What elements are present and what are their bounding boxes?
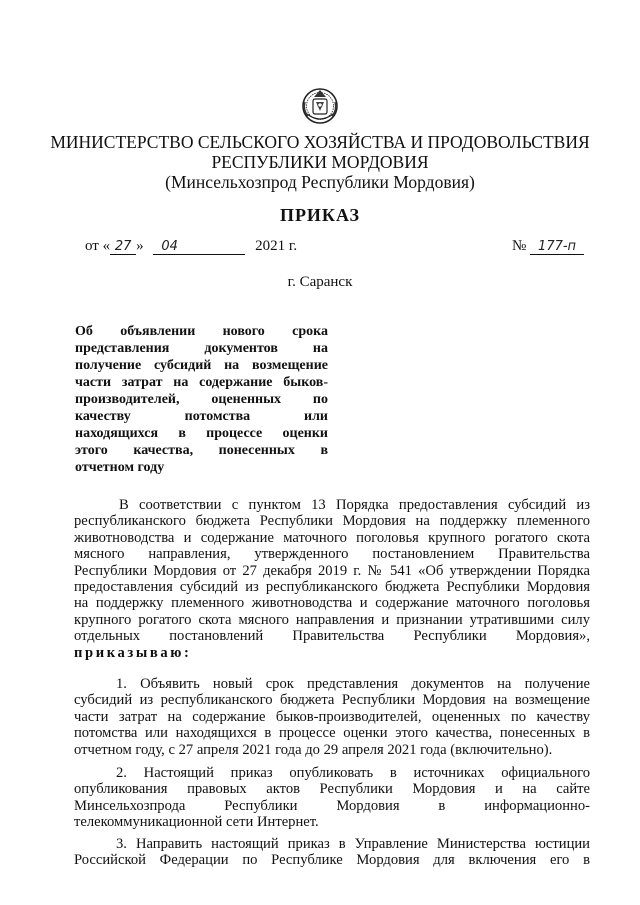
subject-line: находящихся в процессе оценки: [75, 426, 328, 441]
subject-line: части затрат на содержание быков-: [75, 375, 328, 390]
preamble-line: мясного направления, утвержденного постановлением Правительства: [74, 546, 590, 563]
coat-of-arms-emblem: [299, 84, 341, 126]
subject-line: Об объявлении нового срока: [75, 324, 328, 339]
date-mid: »: [136, 238, 144, 254]
preamble-line: предоставления субсидий из республиканского бюджета Республики Мордовия: [74, 579, 590, 596]
preamble-line: отдельных постановлений Правительства Республики Мордовия»,: [74, 628, 590, 645]
item-line: опубликования правовых актов Республики Мордовия и на сайте: [74, 781, 590, 798]
item-line: субсидий из республиканского бюджета Республики Мордовия на возмещение: [74, 692, 590, 709]
decree-word: приказываю:: [74, 644, 192, 661]
preamble-paragraph: [74, 497, 590, 661]
subject-line: получение субсидий на возмещение: [75, 358, 328, 373]
item-2-paragraph: [74, 765, 590, 831]
preamble-line: на поддержку племенного животноводства и содержание маточного поголовья: [74, 595, 590, 612]
date-day: 27: [110, 239, 136, 255]
item-line: телекоммуникационной сети Интернет.: [74, 814, 319, 831]
subject-line: отчетном году: [75, 460, 165, 475]
item-line: отчетном году, с 27 апреля 2021 года до 29 апреля 2021 года (включительно).: [74, 741, 553, 758]
subject-line: этого качества, понесенных в: [75, 443, 328, 458]
ministry-name-line2: РЕСПУБЛИКИ МОРДОВИЯ: [211, 152, 429, 172]
item-line: части затрат на содержание быков-производителей, оцененных по качеству: [74, 708, 590, 725]
item-line: потомства или находящихся в процессе оценки этого качества, понесенных в: [74, 725, 590, 742]
preamble-line: В соответствии с пунктом 13 Порядка предоставления субсидий из: [119, 497, 590, 513]
date-prefix: от «: [85, 238, 111, 254]
document-title: ПРИКАЗ: [279, 205, 361, 225]
item-line: 3. Направить настоящий приказ в Управление Министерства юстиции: [116, 836, 590, 852]
preamble-line: животноводства и содержание маточного поголовья крупного рогатого скота: [74, 529, 590, 546]
document-number: [512, 238, 584, 255]
subject-line: производителей, оцененных по: [75, 392, 328, 407]
preamble-line: Республики Мордовия от 27 декабря 2019 г. № 541 «Об утверждении Порядка: [74, 562, 590, 579]
number-value: 177-п: [530, 239, 584, 255]
document-date: [85, 238, 297, 255]
date-year: 2021 г.: [255, 238, 298, 254]
subject-line: качеству потомства или: [75, 409, 328, 424]
preamble-line: крупного рогатого скота мясного направления и признании утратившими силу: [74, 611, 590, 628]
date-month: 04: [153, 239, 245, 255]
item-line: Минсельхозпрода Республики Мордовия в информационно-: [74, 797, 590, 814]
item-line: Российской Федерации по Республике Мордовия для включения его в: [74, 852, 590, 869]
item-3-paragraph: [74, 836, 590, 869]
item-1-paragraph: [74, 676, 590, 758]
number-prefix: №: [512, 238, 527, 254]
ministry-short-name: (Минсельхозпрод Республики Мордовия): [165, 172, 475, 192]
document-subject: [75, 323, 328, 476]
ministry-name-line1: МИНИСТЕРСТВО СЕЛЬСКОГО ХОЗЯЙСТВА И ПРОДОВОЛЬСТВИЯ: [50, 132, 590, 152]
item-line: 2. Настоящий приказ опубликовать в источниках официального: [116, 765, 590, 781]
item-line: 1. Объявить новый срок представления документов на получение: [116, 676, 590, 692]
preamble-line: республиканского бюджета Республики Мордовия на поддержку племенного: [74, 513, 590, 530]
city: г. Саранск: [287, 274, 353, 290]
subject-line: представления документов на: [75, 341, 328, 356]
